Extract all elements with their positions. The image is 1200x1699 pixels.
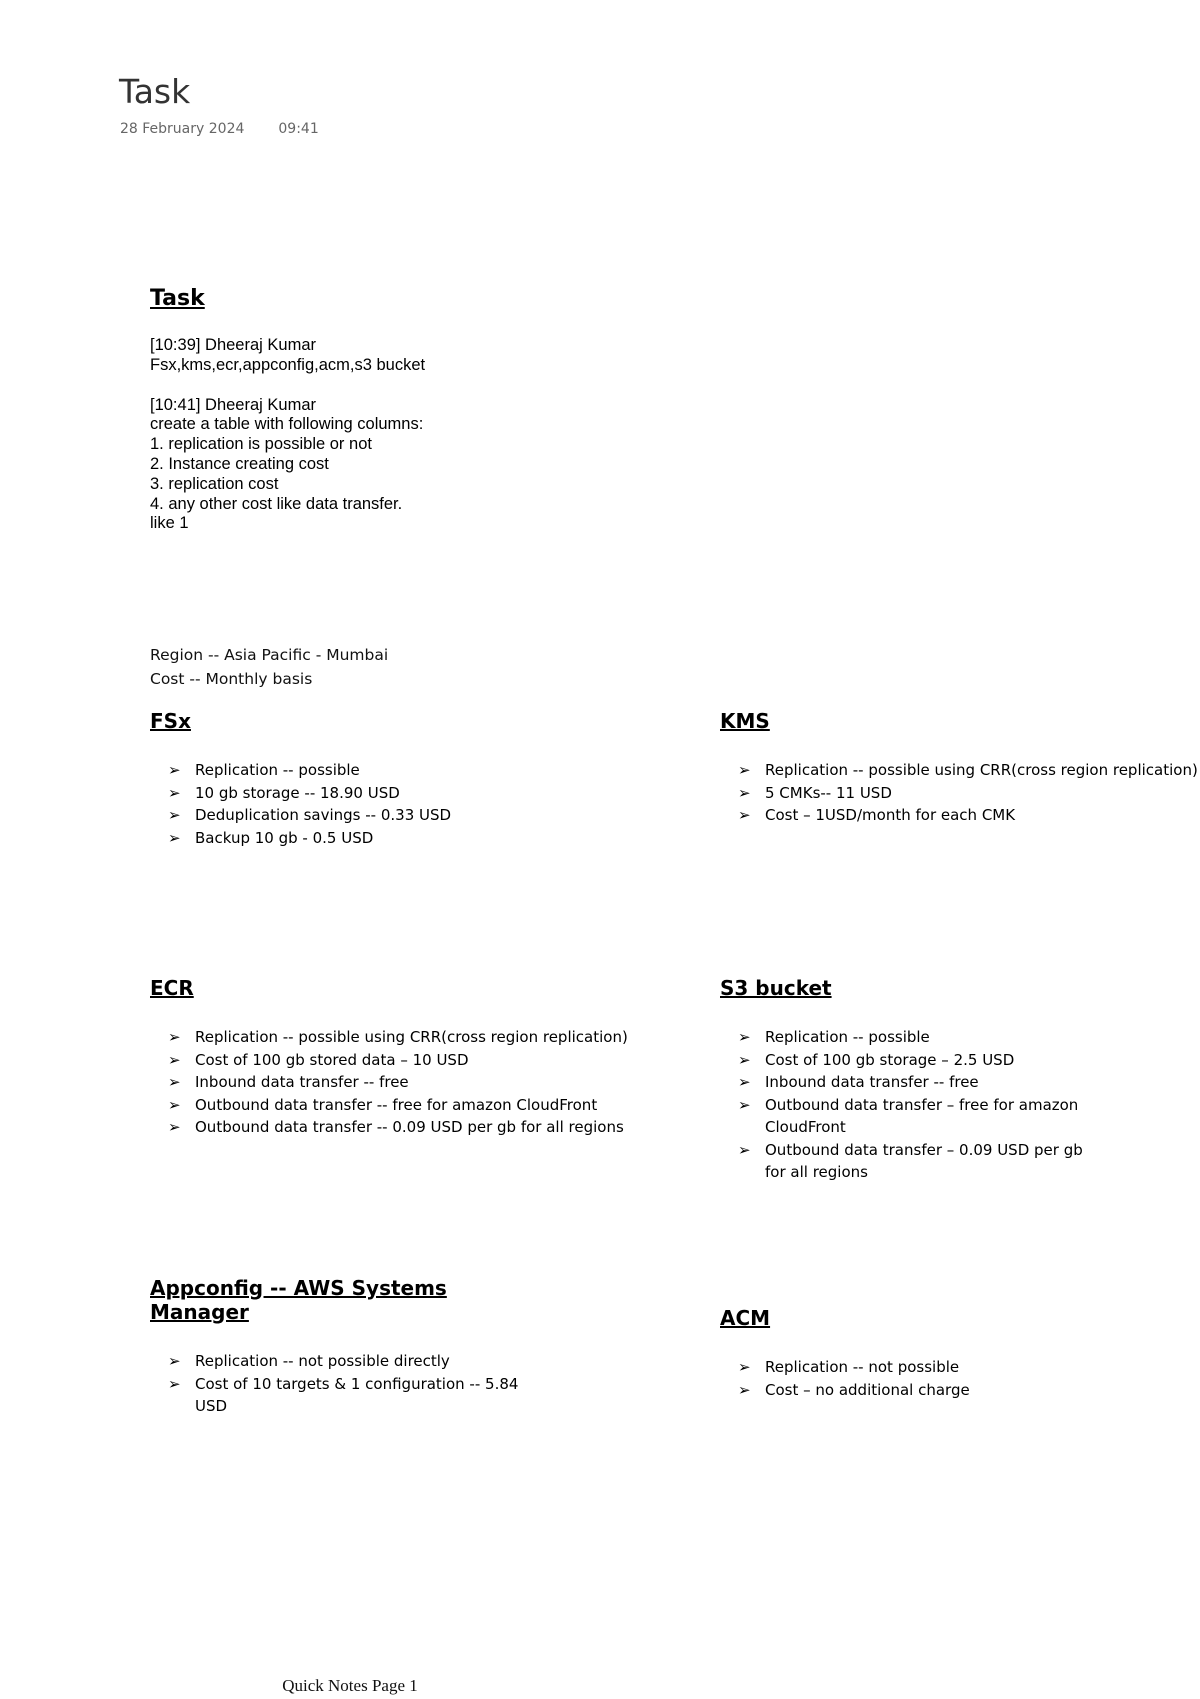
chat-line: 4. any other cost like data transfer. xyxy=(150,494,403,513)
section-title: FSx xyxy=(150,709,191,733)
bullet-list xyxy=(150,1026,690,1139)
arrow-bullet-icon: ➢ xyxy=(738,1028,751,1046)
cost-basis-line: Cost -- Monthly basis xyxy=(150,670,313,688)
list-item: ➢ Cost – 1USD/month for each CMK xyxy=(765,804,1200,827)
section-ecr xyxy=(150,976,690,1139)
arrow-bullet-icon: ➢ xyxy=(168,1374,181,1393)
section-s3-bucket xyxy=(720,976,1095,1184)
list-item: ➢ Cost of 100 gb stored data – 10 USD xyxy=(195,1049,690,1072)
chat-transcript xyxy=(150,336,425,534)
chat-line: like 1 xyxy=(150,514,189,533)
chat-gap xyxy=(150,376,425,396)
section-title: Appconfig -- AWS Systems Manager xyxy=(150,1276,447,1324)
arrow-bullet-icon: ➢ xyxy=(168,1118,181,1136)
chat-line: 3. replication cost xyxy=(150,474,279,493)
arrow-bullet-icon: ➢ xyxy=(738,783,751,802)
list-item: ➢ Inbound data transfer -- free xyxy=(195,1071,690,1094)
chat-line: 2. Instance creating cost xyxy=(150,454,329,473)
section-title: ACM xyxy=(720,1306,771,1330)
section-acm xyxy=(720,1306,1160,1401)
arrow-bullet-icon: ➢ xyxy=(168,1050,181,1069)
arrow-bullet-icon: ➢ xyxy=(738,1358,751,1376)
page-date: 28 February 2024 xyxy=(120,121,245,137)
page-footer xyxy=(0,1676,1200,1696)
arrow-bullet-icon: ➢ xyxy=(168,783,181,802)
chat-line: [10:41] Dheeraj Kumar xyxy=(150,395,317,414)
arrow-bullet-icon: ➢ xyxy=(168,828,181,847)
list-item: ➢ Outbound data transfer -- free for amazon CloudFront xyxy=(195,1094,690,1117)
section-title: KMS xyxy=(720,709,770,733)
list-item: ➢ 10 gb storage -- 18.90 USD xyxy=(195,782,670,805)
chat-line: 1. replication is possible or not xyxy=(150,435,372,454)
list-item: ➢ Cost of 100 gb storage – 2.5 USD xyxy=(765,1049,1095,1072)
list-item: ➢ Inbound data transfer -- free xyxy=(765,1071,1095,1094)
arrow-bullet-icon: ➢ xyxy=(168,1073,181,1091)
bullet-list xyxy=(720,759,1200,827)
section-kms xyxy=(720,709,1200,827)
page-time: 09:41 xyxy=(278,121,319,137)
arrow-bullet-icon: ➢ xyxy=(738,761,751,779)
list-item: ➢ Outbound data transfer – free for amazon CloudFront xyxy=(738,1095,1079,1136)
section-appconfig xyxy=(150,1276,525,1418)
list-item: ➢ Cost – no additional charge xyxy=(765,1379,1160,1402)
task-heading: Task xyxy=(150,286,205,311)
list-item: ➢ Outbound data transfer -- 0.09 USD per gb for all regions xyxy=(195,1116,690,1139)
list-item: ➢ Deduplication savings -- 0.33 USD xyxy=(195,804,670,827)
bullet-list xyxy=(150,759,670,849)
page-timestamp xyxy=(120,121,353,137)
list-item: ➢ 5 CMKs-- 11 USD xyxy=(765,782,1200,805)
section-title: ECR xyxy=(150,976,194,1000)
arrow-bullet-icon: ➢ xyxy=(738,1095,751,1114)
list-item: ➢ Replication -- not possible xyxy=(765,1356,1160,1379)
list-item: ➢ Replication -- possible xyxy=(195,759,670,782)
arrow-bullet-icon: ➢ xyxy=(738,806,751,824)
arrow-bullet-icon: ➢ xyxy=(738,1050,751,1069)
arrow-bullet-icon: ➢ xyxy=(738,1073,751,1091)
list-item: ➢ Cost of 10 targets & 1 configuration -- 5.84 USD xyxy=(168,1374,519,1415)
footer-text: Quick Notes Page 1 xyxy=(282,1676,418,1695)
list-item: ➢ Backup 10 gb - 0.5 USD xyxy=(195,827,670,850)
list-item: ➢ Outbound data transfer – 0.09 USD per gb for all regions xyxy=(738,1140,1083,1181)
section-fsx xyxy=(150,709,670,849)
list-item: ➢ Replication -- not possible directly xyxy=(195,1350,525,1373)
chat-line: create a table with following columns: xyxy=(150,415,424,434)
bullet-list xyxy=(720,1356,1160,1401)
section-title: S3 bucket xyxy=(720,976,832,1000)
bullet-list xyxy=(720,1026,1095,1184)
arrow-bullet-icon: ➢ xyxy=(168,1095,181,1114)
region-line: Region -- Asia Pacific - Mumbai xyxy=(150,646,389,664)
arrow-bullet-icon: ➢ xyxy=(738,1380,751,1399)
arrow-bullet-icon: ➢ xyxy=(168,1028,181,1046)
region-info xyxy=(150,643,388,691)
chat-line: Fsx,kms,ecr,appconfig,acm,s3 bucket xyxy=(150,355,426,374)
list-item: ➢ Replication -- possible using CRR(cross region replication) xyxy=(765,759,1200,782)
arrow-bullet-icon: ➢ xyxy=(168,1352,181,1370)
arrow-bullet-icon: ➢ xyxy=(168,761,181,779)
page-title: Task xyxy=(119,72,191,111)
list-item: ➢ Replication -- possible xyxy=(765,1026,1095,1049)
list-item: ➢ Replication -- possible using CRR(cross region replication) xyxy=(195,1026,690,1049)
arrow-bullet-icon: ➢ xyxy=(738,1140,751,1159)
bullet-list xyxy=(150,1350,525,1418)
arrow-bullet-icon: ➢ xyxy=(168,806,181,824)
chat-line: [10:39] Dheeraj Kumar xyxy=(150,336,317,354)
